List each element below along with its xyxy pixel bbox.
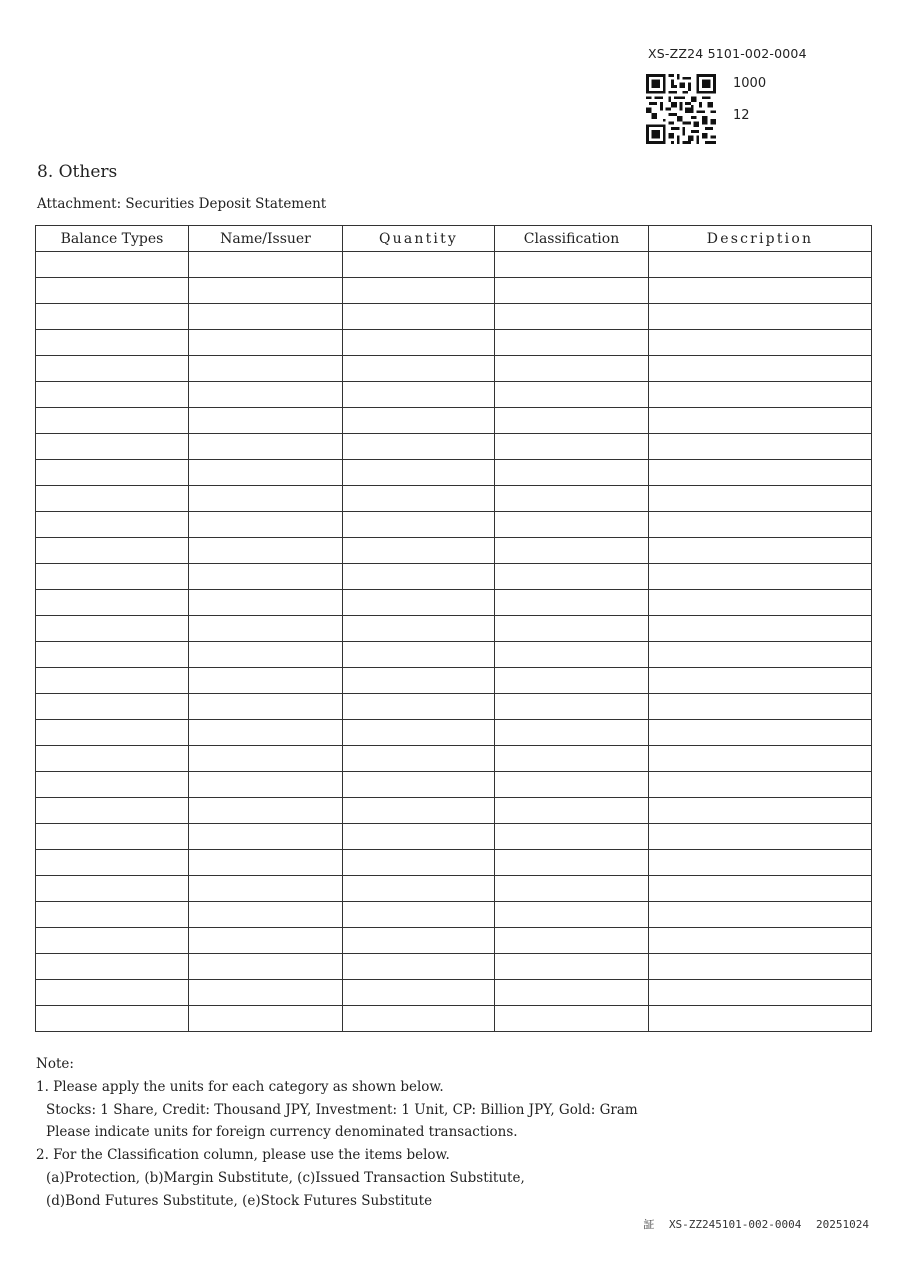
balance-type-cell[interactable]	[36, 954, 189, 980]
quantity-cell[interactable]	[343, 382, 495, 408]
quantity-cell[interactable]	[343, 434, 495, 460]
table-row	[36, 408, 872, 434]
name-issuer-cell[interactable]	[189, 434, 343, 460]
description-cell[interactable]	[649, 356, 872, 382]
balance-type-cell[interactable]	[36, 330, 189, 356]
footer-date: 20251024	[816, 1218, 869, 1231]
quantity-cell[interactable]	[343, 694, 495, 720]
description-cell[interactable]	[649, 408, 872, 434]
name-issuer-cell[interactable]	[189, 564, 343, 590]
classification-cell[interactable]	[495, 512, 649, 538]
balance-type-cell[interactable]	[36, 1006, 189, 1032]
qr-number-2: 12	[733, 108, 750, 123]
description-cell[interactable]	[649, 954, 872, 980]
table-row	[36, 538, 872, 564]
description-cell[interactable]	[649, 642, 872, 668]
balance-type-cell[interactable]	[36, 694, 189, 720]
balance-type-cell[interactable]	[36, 668, 189, 694]
description-cell[interactable]	[649, 486, 872, 512]
quantity-cell[interactable]	[343, 642, 495, 668]
quantity-cell[interactable]	[343, 954, 495, 980]
name-issuer-cell[interactable]	[189, 356, 343, 382]
table-row	[36, 824, 872, 850]
name-issuer-cell[interactable]	[189, 928, 343, 954]
quantity-cell[interactable]	[343, 512, 495, 538]
description-cell[interactable]	[649, 538, 872, 564]
classification-cell[interactable]	[495, 850, 649, 876]
description-cell[interactable]	[649, 616, 872, 642]
name-issuer-cell[interactable]	[189, 1006, 343, 1032]
description-cell[interactable]	[649, 304, 872, 330]
note-1-units: Stocks: 1 Share, Credit: Thousand JPY, Investment: 1 Unit, CP: Billion JPY, Gold: Gram	[46, 1101, 638, 1118]
balance-type-cell[interactable]	[36, 486, 189, 512]
name-issuer-cell[interactable]	[189, 408, 343, 434]
description-cell[interactable]	[649, 252, 872, 278]
name-issuer-cell[interactable]	[189, 304, 343, 330]
name-issuer-cell[interactable]	[189, 278, 343, 304]
balance-type-cell[interactable]	[36, 824, 189, 850]
table-row	[36, 460, 872, 486]
description-cell[interactable]	[649, 382, 872, 408]
attachment-label: Attachment: Securities Deposit Statement	[37, 196, 327, 212]
footer-mark: 証	[643, 1218, 655, 1231]
note-2-items-a-c: (a)Protection, (b)Margin Substitute, (c)Issued Transaction Substitute,	[46, 1169, 525, 1186]
description-cell[interactable]	[649, 850, 872, 876]
table-row	[36, 876, 872, 902]
name-issuer-cell[interactable]	[189, 538, 343, 564]
balance-type-cell[interactable]	[36, 356, 189, 382]
table-row	[36, 642, 872, 668]
classification-cell[interactable]	[495, 434, 649, 460]
quantity-cell[interactable]	[343, 304, 495, 330]
quantity-cell[interactable]	[343, 902, 495, 928]
table-row	[36, 694, 872, 720]
name-issuer-cell[interactable]	[189, 746, 343, 772]
classification-cell[interactable]	[495, 330, 649, 356]
table-row	[36, 928, 872, 954]
footer-code	[643, 1216, 869, 1232]
name-issuer-cell[interactable]	[189, 824, 343, 850]
description-cell[interactable]	[649, 694, 872, 720]
balance-type-cell[interactable]	[36, 538, 189, 564]
quantity-cell[interactable]	[343, 616, 495, 642]
balance-type-cell[interactable]	[36, 382, 189, 408]
table-row	[36, 850, 872, 876]
quantity-cell[interactable]	[343, 278, 495, 304]
name-issuer-cell[interactable]	[189, 590, 343, 616]
description-cell[interactable]	[649, 512, 872, 538]
description-cell[interactable]	[649, 720, 872, 746]
quantity-cell[interactable]	[343, 824, 495, 850]
balance-type-cell[interactable]	[36, 772, 189, 798]
description-cell[interactable]	[649, 434, 872, 460]
table-row	[36, 668, 872, 694]
name-issuer-cell[interactable]	[189, 694, 343, 720]
classification-cell[interactable]	[495, 356, 649, 382]
classification-cell[interactable]	[495, 798, 649, 824]
balance-type-cell[interactable]	[36, 590, 189, 616]
description-cell[interactable]	[649, 824, 872, 850]
description-cell[interactable]	[649, 980, 872, 1006]
note-2: 2. For the Classification column, please use the items below.	[36, 1147, 450, 1164]
quantity-cell[interactable]	[343, 460, 495, 486]
classification-cell[interactable]	[495, 928, 649, 954]
description-cell[interactable]	[649, 928, 872, 954]
balance-type-cell[interactable]	[36, 616, 189, 642]
name-issuer-cell[interactable]	[189, 850, 343, 876]
name-issuer-cell[interactable]	[189, 876, 343, 902]
balance-type-cell[interactable]	[36, 902, 189, 928]
description-cell[interactable]	[649, 590, 872, 616]
classification-cell[interactable]	[495, 1006, 649, 1032]
classification-cell[interactable]	[495, 382, 649, 408]
balance-type-cell[interactable]	[36, 564, 189, 590]
notes-heading: Note:	[36, 1056, 74, 1072]
quantity-cell[interactable]	[343, 356, 495, 382]
quantity-cell[interactable]	[343, 486, 495, 512]
balance-type-cell[interactable]	[36, 252, 189, 278]
quantity-cell[interactable]	[343, 980, 495, 1006]
name-issuer-cell[interactable]	[189, 720, 343, 746]
notes	[36, 1053, 638, 1213]
classification-cell[interactable]	[495, 304, 649, 330]
balance-type-cell[interactable]	[36, 798, 189, 824]
classification-cell[interactable]	[495, 668, 649, 694]
qr-number-1: 1000	[733, 76, 767, 91]
table-row	[36, 278, 872, 304]
balance-type-cell[interactable]	[36, 850, 189, 876]
quantity-cell[interactable]	[343, 668, 495, 694]
description-cell[interactable]	[649, 668, 872, 694]
classification-cell[interactable]	[495, 278, 649, 304]
table-row	[36, 746, 872, 772]
description-cell[interactable]	[649, 876, 872, 902]
name-issuer-cell[interactable]	[189, 382, 343, 408]
balance-type-cell[interactable]	[36, 408, 189, 434]
header-description: Description	[649, 226, 872, 252]
balance-type-cell[interactable]	[36, 746, 189, 772]
quantity-cell[interactable]	[343, 746, 495, 772]
classification-cell[interactable]	[495, 408, 649, 434]
name-issuer-cell[interactable]	[189, 486, 343, 512]
classification-cell[interactable]	[495, 642, 649, 668]
name-issuer-cell[interactable]	[189, 668, 343, 694]
classification-cell[interactable]	[495, 720, 649, 746]
table-row	[36, 382, 872, 408]
name-issuer-cell[interactable]	[189, 460, 343, 486]
description-cell[interactable]	[649, 564, 872, 590]
table-row	[36, 486, 872, 512]
table-row	[36, 304, 872, 330]
balance-type-cell[interactable]	[36, 512, 189, 538]
classification-cell[interactable]	[495, 616, 649, 642]
header-quantity: Quantity	[343, 226, 495, 252]
description-cell[interactable]	[649, 1006, 872, 1032]
classification-cell[interactable]	[495, 460, 649, 486]
description-cell[interactable]	[649, 278, 872, 304]
table-row	[36, 954, 872, 980]
quantity-cell[interactable]	[343, 720, 495, 746]
section-title: 8. Others	[37, 162, 118, 182]
securities-deposit-table	[35, 225, 872, 1032]
table-row	[36, 980, 872, 1006]
classification-cell[interactable]	[495, 252, 649, 278]
table-row	[36, 590, 872, 616]
quantity-cell[interactable]	[343, 1006, 495, 1032]
footer-form-code: XS-ZZ245101-002-0004	[668, 1218, 802, 1231]
name-issuer-cell[interactable]	[189, 616, 343, 642]
balance-type-cell[interactable]	[36, 460, 189, 486]
description-cell[interactable]	[649, 902, 872, 928]
name-issuer-cell[interactable]	[189, 512, 343, 538]
quantity-cell[interactable]	[343, 928, 495, 954]
table-row	[36, 330, 872, 356]
balance-type-cell[interactable]	[36, 928, 189, 954]
table-header-row	[36, 226, 872, 252]
table-row	[36, 720, 872, 746]
quantity-cell[interactable]	[343, 590, 495, 616]
header-name-issuer: Name/Issuer	[189, 226, 343, 252]
table-row	[36, 772, 872, 798]
classification-cell[interactable]	[495, 876, 649, 902]
classification-cell[interactable]	[495, 746, 649, 772]
name-issuer-cell[interactable]	[189, 902, 343, 928]
table-row	[36, 1006, 872, 1032]
name-issuer-cell[interactable]	[189, 980, 343, 1006]
classification-cell[interactable]	[495, 590, 649, 616]
classification-cell[interactable]	[495, 902, 649, 928]
classification-cell[interactable]	[495, 538, 649, 564]
table-row	[36, 902, 872, 928]
description-cell[interactable]	[649, 746, 872, 772]
classification-cell[interactable]	[495, 772, 649, 798]
header-balance-types: Balance Types	[36, 226, 189, 252]
description-cell[interactable]	[649, 772, 872, 798]
classification-cell[interactable]	[495, 954, 649, 980]
description-cell[interactable]	[649, 460, 872, 486]
quantity-cell[interactable]	[343, 798, 495, 824]
name-issuer-cell[interactable]	[189, 954, 343, 980]
balance-type-cell[interactable]	[36, 278, 189, 304]
table-row	[36, 798, 872, 824]
classification-cell[interactable]	[495, 564, 649, 590]
description-cell[interactable]	[649, 798, 872, 824]
name-issuer-cell[interactable]	[189, 252, 343, 278]
classification-cell[interactable]	[495, 694, 649, 720]
qr-code-icon	[646, 74, 716, 144]
description-cell[interactable]	[649, 330, 872, 356]
classification-cell[interactable]	[495, 980, 649, 1006]
name-issuer-cell[interactable]	[189, 330, 343, 356]
quantity-cell[interactable]	[343, 408, 495, 434]
balance-type-cell[interactable]	[36, 642, 189, 668]
note-2-items-d-e: (d)Bond Futures Substitute, (e)Stock Futures Substitute	[46, 1192, 433, 1209]
table-body	[36, 252, 872, 1032]
quantity-cell[interactable]	[343, 564, 495, 590]
balance-type-cell[interactable]	[36, 434, 189, 460]
table-row	[36, 512, 872, 538]
quantity-cell[interactable]	[343, 876, 495, 902]
note-1: 1. Please apply the units for each category as shown below.	[36, 1078, 444, 1095]
name-issuer-cell[interactable]	[189, 798, 343, 824]
quantity-cell[interactable]	[343, 538, 495, 564]
classification-cell[interactable]	[495, 824, 649, 850]
balance-type-cell[interactable]	[36, 720, 189, 746]
classification-cell[interactable]	[495, 486, 649, 512]
table-row	[36, 434, 872, 460]
quantity-cell[interactable]	[343, 772, 495, 798]
balance-type-cell[interactable]	[36, 980, 189, 1006]
table-row	[36, 616, 872, 642]
form-code: XS-ZZ24 5101-002-0004	[648, 46, 807, 61]
quantity-cell[interactable]	[343, 252, 495, 278]
table-row	[36, 356, 872, 382]
name-issuer-cell[interactable]	[189, 642, 343, 668]
balance-type-cell[interactable]	[36, 876, 189, 902]
name-issuer-cell[interactable]	[189, 772, 343, 798]
table-row	[36, 252, 872, 278]
quantity-cell[interactable]	[343, 850, 495, 876]
table-row	[36, 564, 872, 590]
quantity-cell[interactable]	[343, 330, 495, 356]
note-1-foreign-currency: Please indicate units for foreign currency denominated transactions.	[46, 1124, 518, 1141]
balance-type-cell[interactable]	[36, 304, 189, 330]
header-classification: Classification	[495, 226, 649, 252]
